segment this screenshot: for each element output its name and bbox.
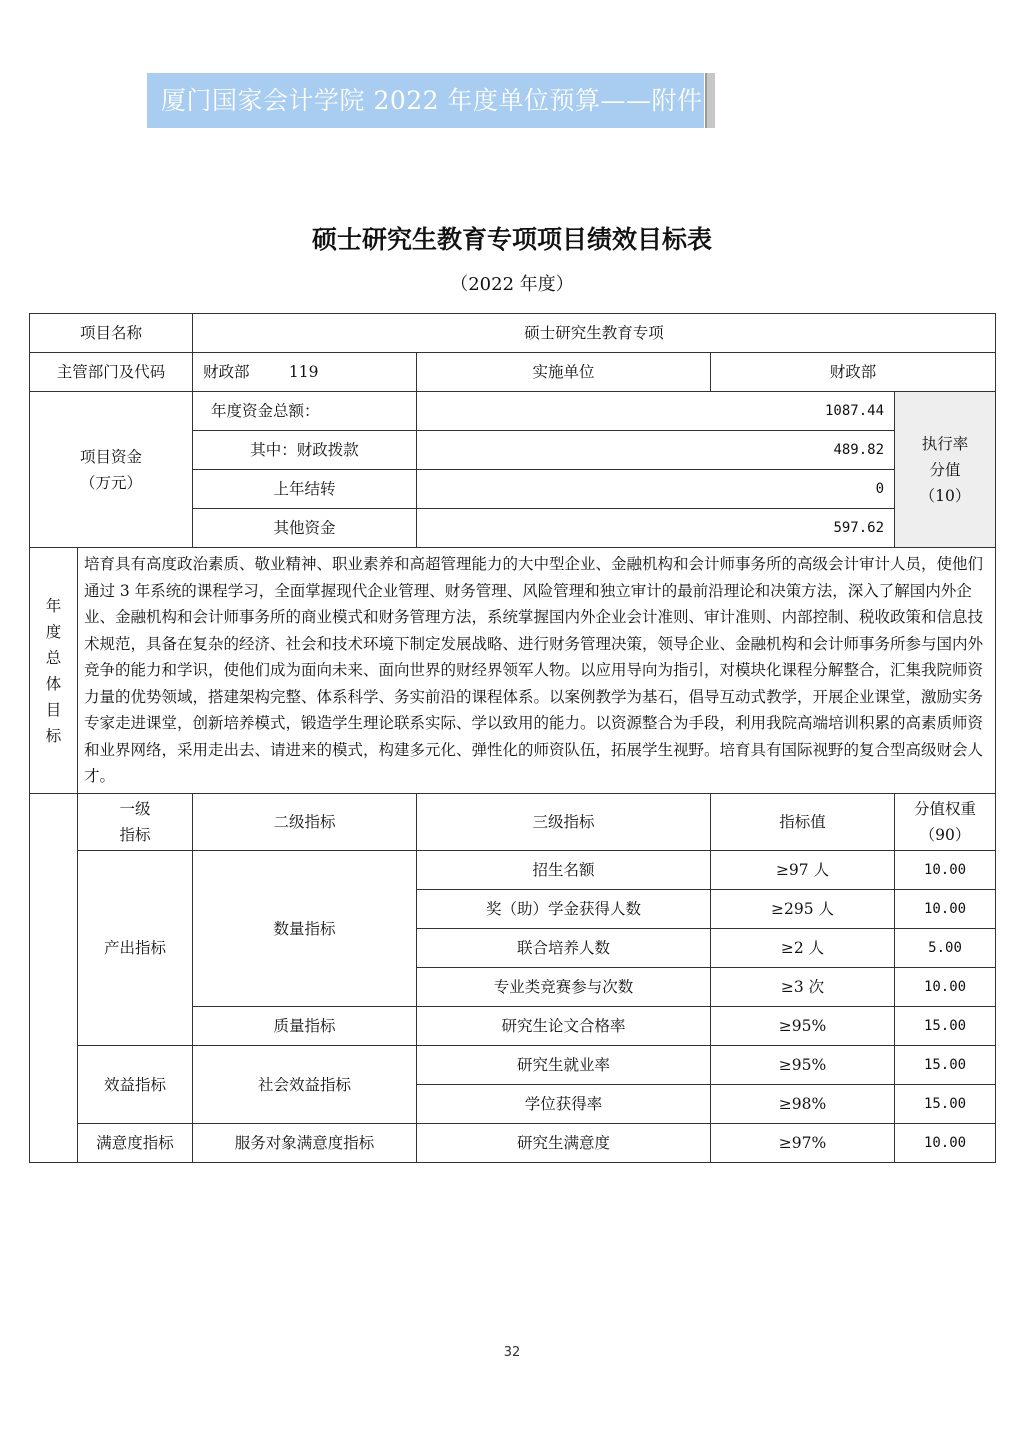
group-satisfaction: 满意度指标: [78, 1124, 193, 1163]
indicator-name: 专业类竞赛参与次数: [417, 968, 711, 1007]
indicator-name: 招生名额: [417, 851, 711, 890]
indicator-value: ≥295 人: [711, 890, 895, 929]
page-subtitle: （2022 年度）: [450, 274, 574, 295]
indicator-name: 联合培养人数: [417, 929, 711, 968]
fund-label-total: 年度资金总额：: [193, 392, 417, 431]
group-service: 服务对象满意度指标: [193, 1124, 417, 1163]
header-level1: 一级 指标: [78, 794, 193, 851]
table-row: [30, 314, 996, 353]
indicator-name: 研究生满意度: [417, 1124, 711, 1163]
group-benefit: 效益指标: [78, 1046, 193, 1124]
dept-value: 财政部 119: [193, 353, 417, 392]
indicator-name: 研究生论文合格率: [417, 1007, 711, 1046]
impl-unit-value: 财政部: [711, 353, 996, 392]
fund-value-other: 597.62: [417, 509, 895, 548]
annual-goal-label: 年 度 总 体 目 标: [30, 548, 78, 794]
indicator-value: ≥98%: [711, 1085, 895, 1124]
exec-rate-score: 执行率 分值 （10）: [895, 392, 996, 548]
indicator-name: 学位获得率: [417, 1085, 711, 1124]
indicator-weight: 10.00: [895, 890, 996, 929]
indicator-weight: 10.00: [895, 968, 996, 1007]
banner-edge-decoration: [705, 73, 715, 128]
fund-value-fiscal: 489.82: [417, 431, 895, 470]
group-output: 产出指标: [78, 851, 193, 1046]
indicator-value: ≥97 人: [711, 851, 895, 890]
page-number: 32: [503, 1345, 521, 1360]
project-name-label: 项目名称: [30, 314, 193, 353]
header-weight: 分值权重 （90）: [895, 794, 996, 851]
performance-target-table: [29, 313, 996, 1163]
group-quantity: 数量指标: [193, 851, 417, 1007]
indicator-weight: 10.00: [895, 1124, 996, 1163]
document-banner: 厦门国家会计学院 2022 年度单位预算——附件: [147, 73, 704, 128]
header-level3: 三级指标: [417, 794, 711, 851]
annual-goal-text: 培育具有高度政治素质、敬业精神、职业素养和高超管理能力的大中型企业、金融机构和会计师事务所的高级会计审计人员，使他们通过 3 年系统的课程学习，全面掌握现代企业管理、财务管理、风险管理和独立审计的最前沿理论和决策方法，深入了解国内外企业、金融机构和会计师事务所的商业模式和财务管理方法，系统掌握国内外企业会计准则、审计准则、内部控制、税收政策和信息技术规范，具备在复杂的经济、社会和技术环境下制定发展战略、进行财务管理决策，领导企业、金融机构和会计师事务所参与国内外竞争的能力和学识，使他们成为面向未来、面向世界的财经界领军人物。以应用导向为指引，对模块化课程分解整合，汇集我院师资力量的优势领域，搭建架构完整、体系科学、务实前沿的课程体系。以案例教学为基石，倡导互动式教学，开展企业课堂，激励实务专家走进课堂，创新培养模式，锻造学生理论联系实际、学以致用的能力。以资源整合为手段，利用我院高端培训积累的高素质师资和业界网络，采用走出去、请进来的模式，构建多元化、弹性化的师资队伍，拓展学生视野。培育具有国际视野的复合型高级财会人才。: [78, 548, 996, 794]
group-social: 社会效益指标: [193, 1046, 417, 1124]
group-quality: 质量指标: [193, 1007, 417, 1046]
fund-value-carryover: 0: [417, 470, 895, 509]
indicator-value: ≥2 人: [711, 929, 895, 968]
indicator-value: ≥95%: [711, 1007, 895, 1046]
table-row: [30, 794, 996, 851]
table-row: [30, 392, 996, 431]
impl-unit-label: 实施单位: [417, 353, 711, 392]
indicator-weight: 10.00: [895, 851, 996, 890]
indicator-name: 奖（助）学金获得人数: [417, 890, 711, 929]
indicator-value: ≥3 次: [711, 968, 895, 1007]
page-title: 硕士研究生教育专项项目绩效目标表: [311, 225, 712, 254]
indicator-weight: 15.00: [895, 1007, 996, 1046]
indicator-name: 研究生就业率: [417, 1046, 711, 1085]
table-row: [30, 851, 996, 890]
indicator-blank-cell: [30, 794, 78, 1163]
project-name-value: 硕士研究生教育专项: [193, 314, 996, 353]
header-value: 指标值: [711, 794, 895, 851]
fund-label-other: 其他资金: [193, 509, 417, 548]
fund-value-total: 1087.44: [417, 392, 895, 431]
funds-label: 项目资金 （万元）: [30, 392, 193, 548]
table-row: [30, 1124, 996, 1163]
table-row: [30, 548, 996, 794]
indicator-weight: 15.00: [895, 1085, 996, 1124]
indicator-weight: 15.00: [895, 1046, 996, 1085]
indicator-weight: 5.00: [895, 929, 996, 968]
fund-label-carryover: 上年结转: [193, 470, 417, 509]
table-row: [30, 1046, 996, 1085]
header-level2: 二级指标: [193, 794, 417, 851]
indicator-value: ≥97%: [711, 1124, 895, 1163]
fund-label-fiscal: 其中：财政拨款: [193, 431, 417, 470]
indicator-value: ≥95%: [711, 1046, 895, 1085]
table-row: [30, 353, 996, 392]
dept-label: 主管部门及代码: [30, 353, 193, 392]
